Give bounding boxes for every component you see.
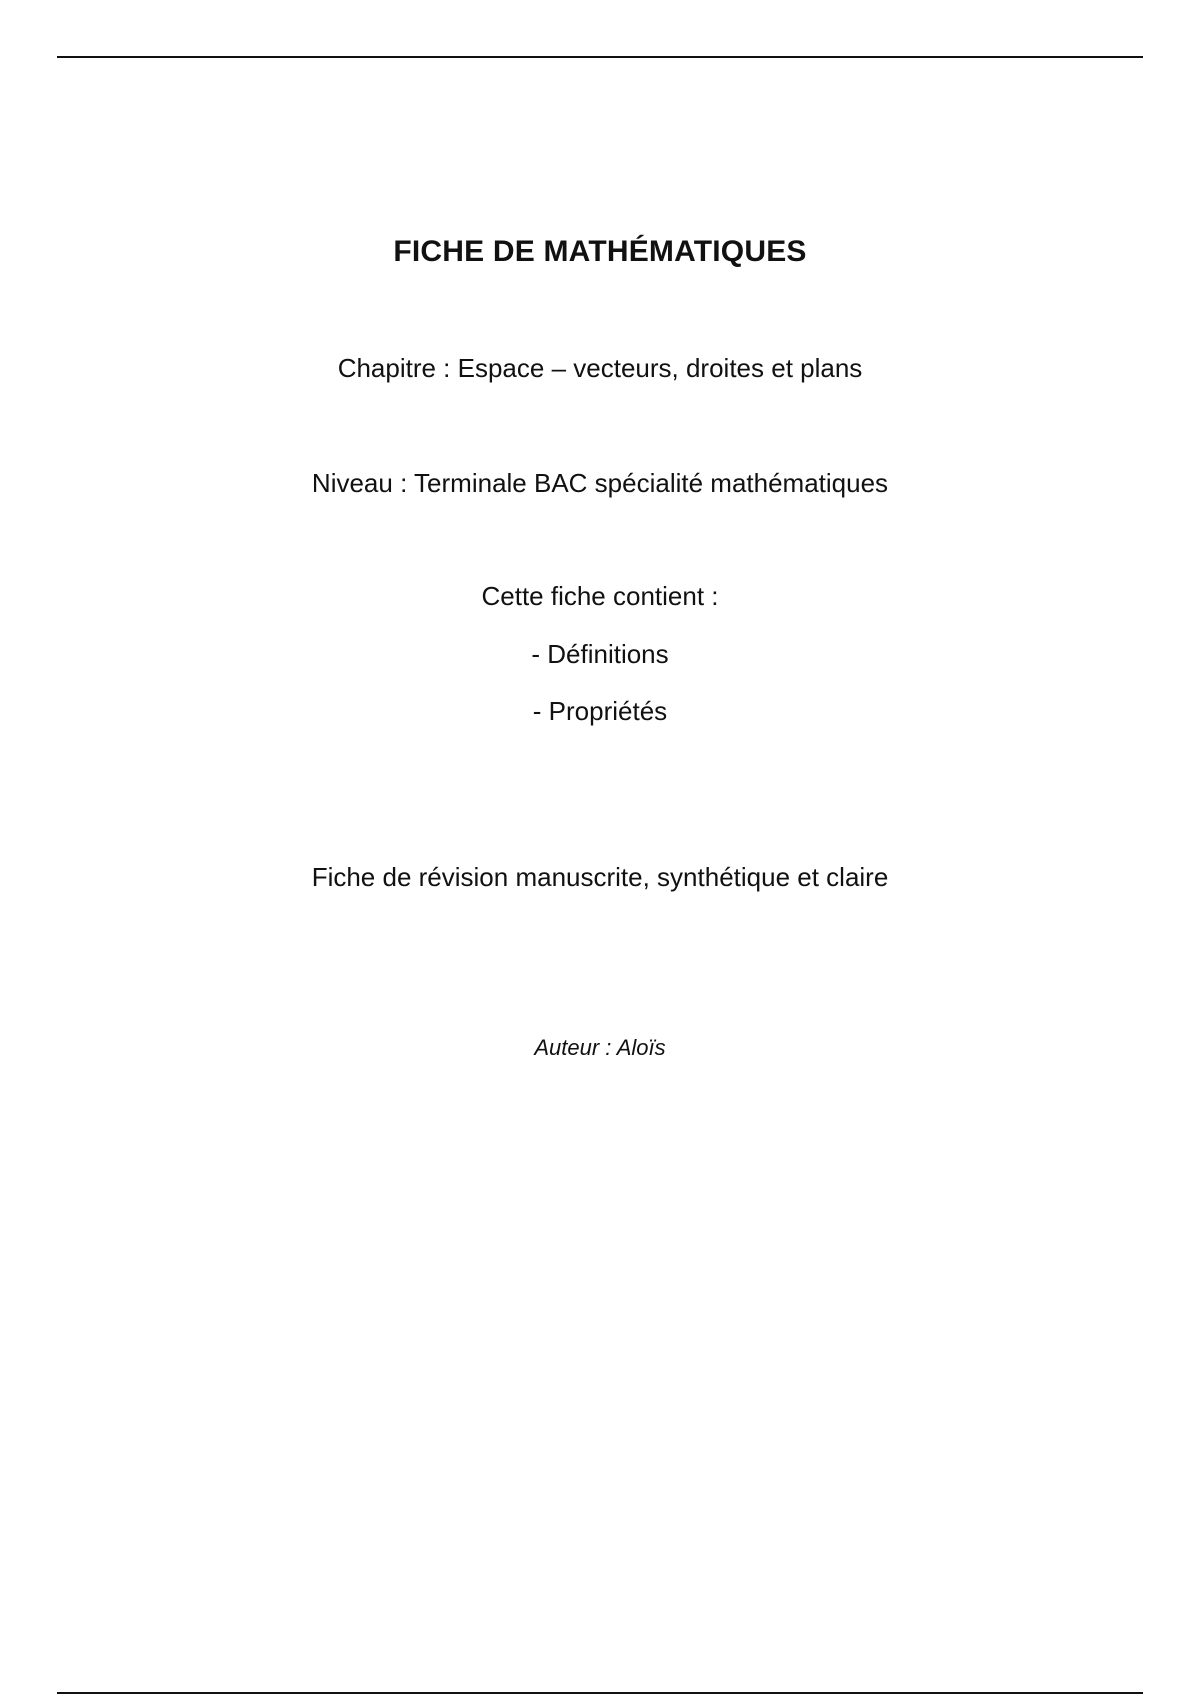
contents-item-properties: - Propriétés: [532, 696, 668, 726]
contents-item-definitions: - Définitions: [531, 639, 669, 669]
contents-intro: Cette fiche contient :: [481, 581, 719, 611]
level-line: Niveau : Terminale BAC spécialité mathématiques: [311, 468, 889, 498]
chapter-line: Chapitre : Espace – vecteurs, droites et plans: [337, 353, 863, 383]
document-title: FICHE DE MATHÉMATIQUES: [393, 235, 807, 268]
summary-line: Fiche de révision manuscrite, synthétique et claire: [311, 862, 889, 892]
top-divider: [57, 56, 1143, 58]
author-line: Auteur : Aloïs: [534, 1035, 666, 1060]
bottom-divider: [57, 1692, 1143, 1694]
